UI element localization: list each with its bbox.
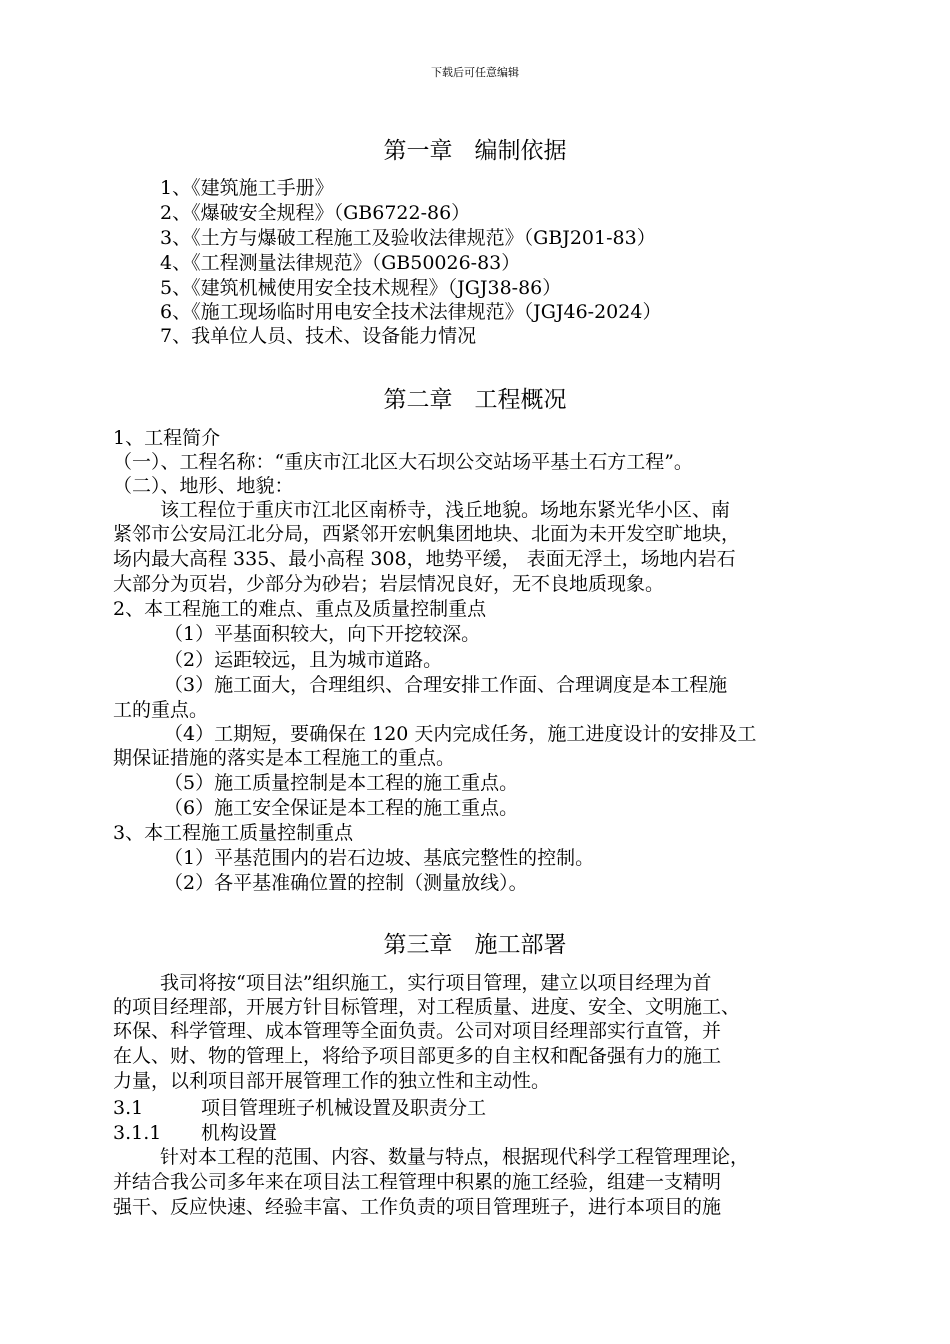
chapter-1-title: 编制依据 <box>474 138 567 164</box>
body-line: 并结合我公司多年来在项目法工程管理中积累的施工经验，组建一支精明 <box>113 1171 722 1193</box>
reference-item: 3、《土方与爆破工程施工及验收法律规范》（GBJ201-83） <box>160 227 656 249</box>
list-item: （6）施工安全保证是本工程的施工重点。 <box>164 797 519 819</box>
body-line: 我司将按“项目法”组织施工，实行项目管理，建立以项目经理为首 <box>160 972 712 994</box>
section-heading: 2、本工程施工的难点、重点及质量控制重点 <box>113 598 487 620</box>
chapter-3-title: 施工部署 <box>474 932 567 958</box>
body-line: 场内最大高程 335、最小高程 308，地势平缓， 表面无浮土，场地内岩石 <box>113 548 736 570</box>
list-item: （1）平基面积较大，向下开挖较深。 <box>164 623 481 645</box>
chapter-3-number: 第三章 <box>383 932 453 958</box>
subsection-title: 项目管理班子机械设置及职责分工 <box>201 1097 487 1119</box>
reference-item: 4、《工程测量法律规范》（GB50026-83） <box>160 252 521 274</box>
body-line: 针对本工程的范围、内容、数量与特点，根据现代科学工程管理理论， <box>160 1146 750 1168</box>
body-line: 的项目经理部，开展方针目标管理，对工程质量、进度、安全、文明施工、 <box>113 996 741 1018</box>
body-line: 环保、科学管理、成本管理等全面负责。公司对项目经理部实行直管，并 <box>113 1020 722 1042</box>
subsection-number: 3.1.1 <box>113 1122 162 1144</box>
list-item: （5）施工质量控制是本工程的施工重点。 <box>164 772 519 794</box>
body-line: （二）、地形、地貌： <box>113 475 294 497</box>
body-line: 工的重点。 <box>113 699 209 721</box>
body-line: 期保证措施的落实是本工程施工的重点。 <box>113 747 456 769</box>
list-item: （4）工期短，要确保在 120 天内完成任务，施工进度设计的安排及工 <box>164 723 757 745</box>
body-line: 力量，以利项目部开展管理工作的独立性和主动性。 <box>113 1070 551 1092</box>
body-line: 该工程位于重庆市江北区南桥寺，浅丘地貌。场地东紧光华小区、南 <box>160 499 731 521</box>
body-line: 在人、财、物的管理上，将给予项目部更多的自主权和配备强有力的施工 <box>113 1045 722 1067</box>
subsection-title: 机构设置 <box>201 1122 278 1144</box>
body-line: 强干、反应快速、经验丰富、工作负责的项目管理班子，进行本项目的施 <box>113 1196 722 1218</box>
list-item: （3）施工面大，合理组织、合理安排工作面、合理调度是本工程施 <box>164 674 728 696</box>
chapter-2-heading <box>0 385 950 415</box>
chapter-1-heading <box>0 136 950 166</box>
subsection-number: 3.1 <box>113 1097 144 1119</box>
page-header-note: 下载后可任意编辑 <box>431 66 519 79</box>
section-heading: 3、本工程施工质量控制重点 <box>113 822 354 844</box>
body-line: （一）、工程名称：“重庆市江北区大石坝公交站场平基土石方工程”。 <box>113 451 693 473</box>
reference-item: 1、《建筑施工手册》 <box>160 177 334 199</box>
chapter-2-title: 工程概况 <box>474 387 567 413</box>
chapter-1-number: 第一章 <box>383 138 453 164</box>
chapter-2-number: 第二章 <box>383 387 453 413</box>
chapter-3-heading <box>0 930 950 960</box>
reference-item: 2、《爆破安全规程》（GB6722-86） <box>160 202 471 224</box>
body-line: 紧邻市公安局江北分局，西紧邻开宏帆集团地块、北面为未开发空旷地块， <box>113 523 741 545</box>
subsection-3-1-1-heading <box>113 1121 277 1145</box>
subsection-3-1-heading <box>113 1096 486 1120</box>
list-item: （2）各平基准确位置的控制（测量放线）。 <box>164 872 528 894</box>
list-item: （2）运距较远，且为城市道路。 <box>164 649 443 671</box>
body-line: 大部分为页岩，少部分为砂岩；岩层情况良好，无不良地质现象。 <box>113 573 665 595</box>
list-item: （1）平基范围内的岩石边坡、基底完整性的控制。 <box>164 847 595 869</box>
section-heading: 1、工程简介 <box>113 427 221 449</box>
reference-item: 5、《建筑机械使用安全技术规程》（JGJ38-86） <box>160 277 562 299</box>
reference-item: 7、我单位人员、技术、设备能力情况 <box>160 325 477 347</box>
reference-item: 6、《施工现场临时用电安全技术法律规范》（JGJ46-2024） <box>160 301 662 323</box>
